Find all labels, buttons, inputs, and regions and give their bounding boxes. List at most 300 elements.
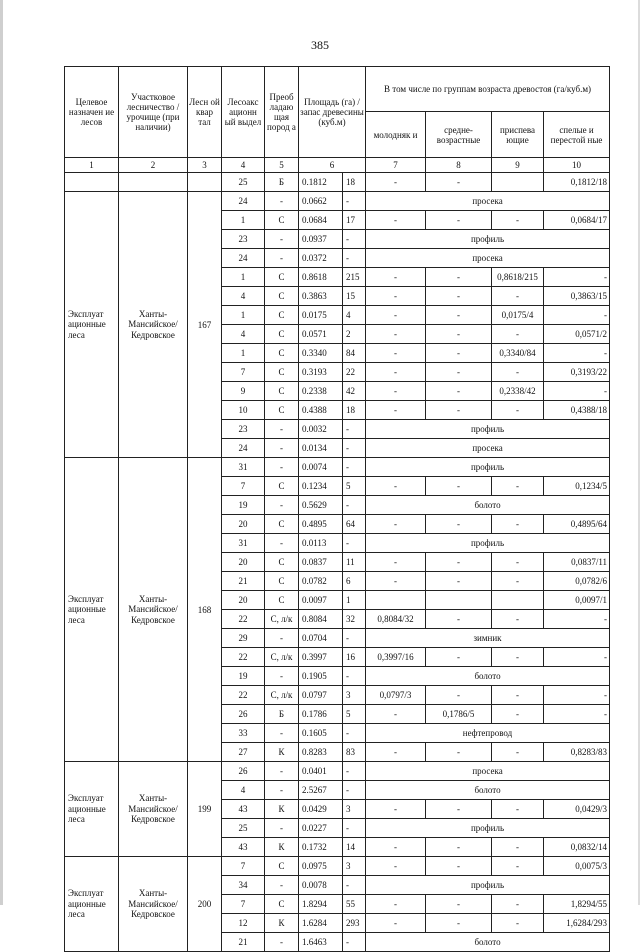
header-quarter: Лесн ой квар тал — [188, 67, 222, 158]
cell-vydel: 31 — [222, 534, 265, 553]
cell-species: С — [265, 287, 299, 306]
cell-vydel: 1 — [222, 211, 265, 230]
cell-area: 2.5267 — [299, 781, 343, 800]
cell-species: - — [265, 667, 299, 686]
cell-stock: - — [343, 534, 366, 553]
header-premature: приспева ющие — [492, 112, 544, 158]
table-row — [65, 458, 610, 477]
cell-purpose: Эксплуат ационные леса — [65, 857, 119, 952]
cell-stock: - — [343, 724, 366, 743]
cell-species: - — [265, 933, 299, 952]
col-num-1: 1 — [65, 158, 119, 173]
cell-middle: - — [426, 743, 492, 762]
cell-middle: - — [426, 553, 492, 572]
table-row — [65, 192, 610, 211]
cell-species: - — [265, 458, 299, 477]
cell-species: - — [265, 876, 299, 895]
cell-quarter: 200 — [188, 857, 222, 952]
cell-note: профиль — [366, 819, 610, 838]
cell-forestry: Ханты- Мансийское/ Кедровское — [119, 857, 188, 952]
cell-young: - — [366, 325, 426, 344]
cell-area: 0.4388 — [299, 401, 343, 420]
cell-mature: - — [544, 648, 610, 667]
col-num-6: 6 — [299, 158, 366, 173]
cell-stock: 42 — [343, 382, 366, 401]
cell-area: 0.0704 — [299, 629, 343, 648]
cell-area: 0.0837 — [299, 553, 343, 572]
cell-premature: - — [492, 914, 544, 933]
cell-species: - — [265, 496, 299, 515]
cell-vydel: 12 — [222, 914, 265, 933]
cell-young — [366, 591, 426, 610]
cell-young: - — [366, 344, 426, 363]
col-num-5: 5 — [265, 158, 299, 173]
cell-vydel: 22 — [222, 686, 265, 705]
cell-middle: - — [426, 363, 492, 382]
cell-premature: - — [492, 401, 544, 420]
cell-premature — [492, 591, 544, 610]
cell-species: - — [265, 534, 299, 553]
header-area: Площадь (га) /запас древесины (куб.м) — [299, 67, 366, 158]
cell-note: болото — [366, 667, 610, 686]
col-num-10: 10 — [544, 158, 610, 173]
cell-area: 0.3997 — [299, 648, 343, 667]
cell-young: - — [366, 477, 426, 496]
cell-stock: 3 — [343, 686, 366, 705]
cell-area: 0.0032 — [299, 420, 343, 439]
cell-stock: - — [343, 762, 366, 781]
cell-premature: - — [492, 800, 544, 819]
cell-species: С — [265, 382, 299, 401]
cell-stock: 15 — [343, 287, 366, 306]
cell-stock: - — [343, 249, 366, 268]
cell-area: 0.0097 — [299, 591, 343, 610]
cell-premature: - — [492, 895, 544, 914]
cell-area: 0.0797 — [299, 686, 343, 705]
header-mature: спелые и перестой ные — [544, 112, 610, 158]
cell-area: 0.1605 — [299, 724, 343, 743]
cell-area: 0.1732 — [299, 838, 343, 857]
cell-young: - — [366, 382, 426, 401]
cell-area: 0.0074 — [299, 458, 343, 477]
cell-middle: - — [426, 800, 492, 819]
cell-stock: 84 — [343, 344, 366, 363]
cell-area: 0.0429 — [299, 800, 343, 819]
cell-species: - — [265, 724, 299, 743]
cell-stock: 215 — [343, 268, 366, 287]
cell-species: К — [265, 838, 299, 857]
cell-vydel: 31 — [222, 458, 265, 477]
cell-mature: 0,0782/6 — [544, 572, 610, 591]
cell-stock: 17 — [343, 211, 366, 230]
cell-premature: - — [492, 325, 544, 344]
cell-vydel: 26 — [222, 705, 265, 724]
cell-note: просека — [366, 762, 610, 781]
cell-vydel: 19 — [222, 496, 265, 515]
cell-vydel: 43 — [222, 800, 265, 819]
cell-note: нефтепровод — [366, 724, 610, 743]
cell-forestry — [119, 173, 188, 192]
cell-species: - — [265, 420, 299, 439]
cell-vydel: 24 — [222, 439, 265, 458]
cell-note: профиль — [366, 420, 610, 439]
cell-mature: - — [544, 268, 610, 287]
cell-middle: - — [426, 610, 492, 629]
cell-mature: - — [544, 306, 610, 325]
cell-mature: 0,8283/83 — [544, 743, 610, 762]
cell-forestry: Ханты- Мансийское/ Кедровское — [119, 192, 188, 458]
cell-area: 0.0134 — [299, 439, 343, 458]
cell-stock: - — [343, 876, 366, 895]
cell-forestry: Ханты- Мансийское/ Кедровское — [119, 762, 188, 857]
cell-mature: 1,6284/293 — [544, 914, 610, 933]
cell-species: С — [265, 857, 299, 876]
cell-young: 0,0797/3 — [366, 686, 426, 705]
cell-premature — [492, 173, 544, 192]
cell-area: 0.4895 — [299, 515, 343, 534]
cell-vydel: 27 — [222, 743, 265, 762]
cell-vydel: 21 — [222, 933, 265, 952]
cell-mature: 1,8294/55 — [544, 895, 610, 914]
cell-area: 0.1786 — [299, 705, 343, 724]
cell-area: 0.1234 — [299, 477, 343, 496]
cell-note: профиль — [366, 458, 610, 477]
cell-middle: - — [426, 914, 492, 933]
cell-purpose: Эксплуат ационные леса — [65, 458, 119, 762]
cell-young: - — [366, 363, 426, 382]
cell-stock: 11 — [343, 553, 366, 572]
cell-stock: 64 — [343, 515, 366, 534]
cell-vydel: 43 — [222, 838, 265, 857]
cell-stock: 16 — [343, 648, 366, 667]
cell-vydel: 24 — [222, 249, 265, 268]
cell-mature: 0,0075/3 — [544, 857, 610, 876]
cell-young: - — [366, 268, 426, 287]
cell-species: - — [265, 230, 299, 249]
cell-stock: 55 — [343, 895, 366, 914]
cell-area: 0.3340 — [299, 344, 343, 363]
cell-middle: - — [426, 515, 492, 534]
cell-quarter: 167 — [188, 192, 222, 458]
cell-young: - — [366, 572, 426, 591]
cell-premature: - — [492, 477, 544, 496]
cell-species: С — [265, 268, 299, 287]
cell-area: 0.0782 — [299, 572, 343, 591]
cell-young: - — [366, 857, 426, 876]
cell-middle: - — [426, 382, 492, 401]
cell-vydel: 24 — [222, 192, 265, 211]
cell-species: С, л/к — [265, 648, 299, 667]
cell-middle: - — [426, 268, 492, 287]
cell-premature: 0,8618/215 — [492, 268, 544, 287]
cell-area: 0.0975 — [299, 857, 343, 876]
cell-middle: - — [426, 686, 492, 705]
cell-species: - — [265, 762, 299, 781]
cell-area: 0.8084 — [299, 610, 343, 629]
cell-species: С — [265, 306, 299, 325]
cell-stock: 22 — [343, 363, 366, 382]
col-num-9: 9 — [492, 158, 544, 173]
cell-middle: - — [426, 344, 492, 363]
cell-vydel: 21 — [222, 572, 265, 591]
cell-vydel: 29 — [222, 629, 265, 648]
cell-note: болото — [366, 781, 610, 800]
cell-vydel: 22 — [222, 648, 265, 667]
cell-species: - — [265, 439, 299, 458]
cell-vydel: 25 — [222, 173, 265, 192]
cell-note: профиль — [366, 230, 610, 249]
cell-area: 0.2338 — [299, 382, 343, 401]
table-row — [65, 762, 610, 781]
cell-vydel: 22 — [222, 610, 265, 629]
cell-mature: 0,4895/64 — [544, 515, 610, 534]
cell-mature: - — [544, 610, 610, 629]
cell-premature: - — [492, 705, 544, 724]
cell-vydel: 34 — [222, 876, 265, 895]
cell-young: - — [366, 173, 426, 192]
cell-premature: - — [492, 610, 544, 629]
cell-stock: - — [343, 496, 366, 515]
cell-middle: - — [426, 857, 492, 876]
cell-species: С — [265, 401, 299, 420]
cell-vydel: 26 — [222, 762, 265, 781]
cell-stock: 2 — [343, 325, 366, 344]
cell-purpose: Эксплуат ационные леса — [65, 192, 119, 458]
cell-mature: - — [544, 686, 610, 705]
cell-middle: - — [426, 211, 492, 230]
cell-species: - — [265, 249, 299, 268]
cell-mature: 0,1812/18 — [544, 173, 610, 192]
cell-stock: 18 — [343, 401, 366, 420]
cell-middle — [426, 591, 492, 610]
cell-note: просека — [366, 249, 610, 268]
cell-middle: - — [426, 477, 492, 496]
cell-area: 0.0227 — [299, 819, 343, 838]
cell-young: - — [366, 705, 426, 724]
cell-young: - — [366, 838, 426, 857]
cell-middle: - — [426, 306, 492, 325]
cell-vydel: 7 — [222, 857, 265, 876]
cell-stock: - — [343, 819, 366, 838]
cell-young: - — [366, 743, 426, 762]
cell-note: просека — [366, 192, 610, 211]
cell-area: 0.0113 — [299, 534, 343, 553]
cell-young: - — [366, 914, 426, 933]
cell-stock: - — [343, 781, 366, 800]
cell-middle: - — [426, 838, 492, 857]
cell-vydel: 9 — [222, 382, 265, 401]
cell-premature: - — [492, 211, 544, 230]
cell-forestry: Ханты- Мансийское/ Кедровское — [119, 458, 188, 762]
cell-purpose — [65, 173, 119, 192]
cell-purpose: Эксплуат ационные леса — [65, 762, 119, 857]
cell-area: 0.0372 — [299, 249, 343, 268]
cell-species: С, л/к — [265, 686, 299, 705]
cell-species: - — [265, 781, 299, 800]
cell-vydel: 4 — [222, 325, 265, 344]
cell-mature: - — [544, 344, 610, 363]
cell-premature: 0,0175/4 — [492, 306, 544, 325]
cell-mature: - — [544, 382, 610, 401]
cell-middle: - — [426, 572, 492, 591]
cell-species: К — [265, 914, 299, 933]
cell-area: 0.0571 — [299, 325, 343, 344]
cell-stock: 5 — [343, 705, 366, 724]
cell-stock: 14 — [343, 838, 366, 857]
cell-stock: 293 — [343, 914, 366, 933]
cell-premature: - — [492, 838, 544, 857]
cell-vydel: 7 — [222, 895, 265, 914]
page-number: 385 — [311, 38, 329, 52]
cell-vydel: 1 — [222, 344, 265, 363]
cell-species: С, л/к — [265, 610, 299, 629]
cell-stock: 6 — [343, 572, 366, 591]
cell-premature: - — [492, 743, 544, 762]
cell-vydel: 33 — [222, 724, 265, 743]
cell-mature: 0,0429/3 — [544, 800, 610, 819]
cell-stock: - — [343, 230, 366, 249]
cell-stock: 5 — [343, 477, 366, 496]
cell-vydel: 1 — [222, 306, 265, 325]
cell-area: 0.8618 — [299, 268, 343, 287]
cell-middle: - — [426, 648, 492, 667]
cell-stock: - — [343, 439, 366, 458]
cell-species: С — [265, 553, 299, 572]
cell-mature: 0,0832/14 — [544, 838, 610, 857]
cell-vydel: 4 — [222, 781, 265, 800]
cell-vydel: 7 — [222, 477, 265, 496]
cell-quarter: 168 — [188, 458, 222, 762]
cell-premature: 0,2338/42 — [492, 382, 544, 401]
cell-mature: 0,4388/18 — [544, 401, 610, 420]
cell-mature: 0,3863/15 — [544, 287, 610, 306]
cell-vydel: 7 — [222, 363, 265, 382]
cell-mature: 0,0684/17 — [544, 211, 610, 230]
col-num-7: 7 — [366, 158, 426, 173]
cell-stock: 3 — [343, 800, 366, 819]
col-num-2: 2 — [119, 158, 188, 173]
cell-quarter: 199 — [188, 762, 222, 857]
forest-table — [64, 66, 610, 952]
cell-vydel: 23 — [222, 230, 265, 249]
cell-premature: - — [492, 686, 544, 705]
cell-species: С — [265, 325, 299, 344]
scan-left-edge — [0, 0, 3, 905]
cell-note: болото — [366, 496, 610, 515]
cell-vydel: 10 — [222, 401, 265, 420]
cell-middle: - — [426, 895, 492, 914]
col-num-3: 3 — [188, 158, 222, 173]
cell-species: С — [265, 477, 299, 496]
cell-area: 0.0662 — [299, 192, 343, 211]
cell-premature: 0,3340/84 — [492, 344, 544, 363]
cell-young: - — [366, 306, 426, 325]
cell-area: 0.1812 — [299, 173, 343, 192]
cell-stock: - — [343, 629, 366, 648]
cell-mature: 0,0571/2 — [544, 325, 610, 344]
cell-premature: - — [492, 572, 544, 591]
cell-premature: - — [492, 857, 544, 876]
header-young: молодняк и — [366, 112, 426, 158]
cell-species: Б — [265, 173, 299, 192]
cell-note: зимник — [366, 629, 610, 648]
cell-note: профиль — [366, 534, 610, 553]
cell-middle: - — [426, 287, 492, 306]
cell-species: С — [265, 344, 299, 363]
cell-vydel: 1 — [222, 268, 265, 287]
cell-area: 0.8283 — [299, 743, 343, 762]
cell-vydel: 23 — [222, 420, 265, 439]
cell-young: - — [366, 211, 426, 230]
cell-stock: 1 — [343, 591, 366, 610]
cell-species: С — [265, 895, 299, 914]
cell-note: профиль — [366, 876, 610, 895]
cell-vydel: 19 — [222, 667, 265, 686]
cell-area: 0.3863 — [299, 287, 343, 306]
cell-premature: - — [492, 648, 544, 667]
cell-quarter — [188, 173, 222, 192]
header-vydel: Лесоакс ационн ый выдел — [222, 67, 265, 158]
header-purpose: Целевое назначен ие лесов — [65, 67, 119, 158]
cell-note: просека — [366, 439, 610, 458]
cell-stock: 3 — [343, 857, 366, 876]
cell-species: - — [265, 629, 299, 648]
cell-area: 1.6284 — [299, 914, 343, 933]
cell-species: - — [265, 819, 299, 838]
cell-stock: - — [343, 933, 366, 952]
cell-stock: - — [343, 458, 366, 477]
cell-mature: 0,3193/22 — [544, 363, 610, 382]
cell-mature: 0,0097/1 — [544, 591, 610, 610]
cell-area: 0.0175 — [299, 306, 343, 325]
cell-species: С — [265, 211, 299, 230]
carry-over-row — [65, 173, 610, 192]
header-forestry: Участковое лесничество /урочище (при наличии) — [119, 67, 188, 158]
cell-stock: 18 — [343, 173, 366, 192]
cell-area: 0.3193 — [299, 363, 343, 382]
cell-area: 0.0937 — [299, 230, 343, 249]
cell-mature: - — [544, 705, 610, 724]
cell-premature: - — [492, 553, 544, 572]
cell-vydel: 20 — [222, 515, 265, 534]
cell-middle: 0,1786/5 — [426, 705, 492, 724]
cell-species: С — [265, 363, 299, 382]
cell-vydel: 25 — [222, 819, 265, 838]
cell-mature: 0,0837/11 — [544, 553, 610, 572]
cell-young: - — [366, 515, 426, 534]
cell-premature: - — [492, 287, 544, 306]
cell-middle: - — [426, 325, 492, 344]
column-number-row — [65, 158, 610, 173]
cell-vydel: 20 — [222, 553, 265, 572]
cell-species: К — [265, 800, 299, 819]
cell-note: болото — [366, 933, 610, 952]
cell-middle: - — [426, 401, 492, 420]
table-body — [65, 67, 610, 952]
cell-stock: - — [343, 667, 366, 686]
cell-area: 0.0078 — [299, 876, 343, 895]
cell-young: - — [366, 553, 426, 572]
header-row-1 — [65, 67, 610, 112]
cell-species: - — [265, 192, 299, 211]
table-row — [65, 857, 610, 876]
cell-young: - — [366, 287, 426, 306]
cell-stock: 32 — [343, 610, 366, 629]
cell-premature: - — [492, 363, 544, 382]
cell-stock: - — [343, 420, 366, 439]
cell-middle: - — [426, 173, 492, 192]
cell-young: - — [366, 401, 426, 420]
